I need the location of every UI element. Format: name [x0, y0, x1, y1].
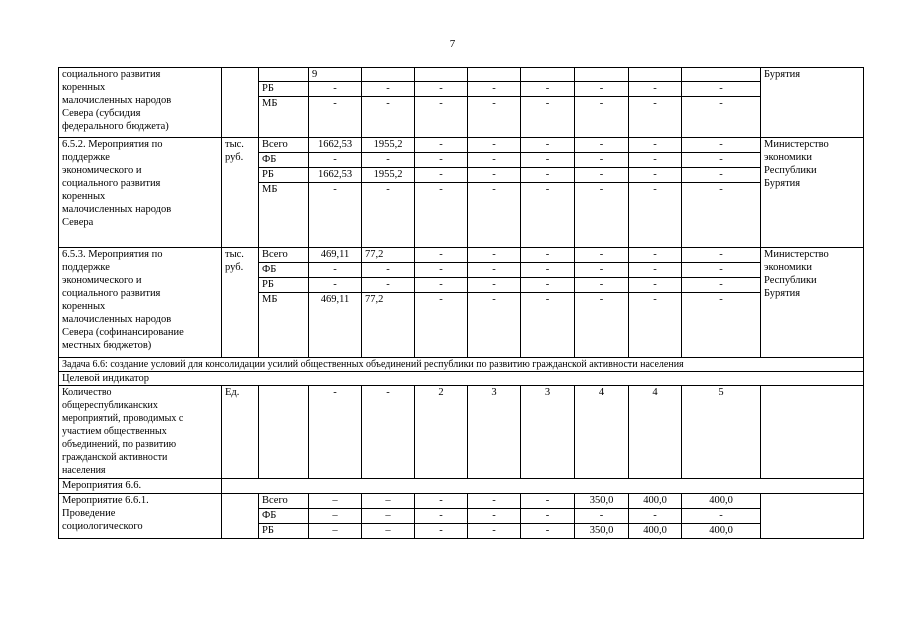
- value-cell: -: [575, 263, 629, 278]
- value-cell: –: [309, 494, 362, 509]
- unit-cell: Ед.: [222, 386, 259, 479]
- value-cell: –: [309, 509, 362, 524]
- table-row: [59, 68, 864, 82]
- value-cell: -: [415, 138, 468, 153]
- target-indicator-heading: Целевой индикатор: [59, 372, 864, 386]
- source-cell: МБ: [259, 293, 309, 358]
- value-cell: -: [468, 183, 521, 248]
- value-cell: -: [309, 263, 362, 278]
- value-cell: 1955,2: [362, 138, 415, 153]
- measure-name: социального развития коренных малочисленных народов Севера (субсидия федерального бюджета): [59, 68, 222, 138]
- value-cell: -: [415, 153, 468, 168]
- source-cell: Всего: [259, 248, 309, 263]
- value-cell: -: [521, 509, 575, 524]
- unit-cell: тыс. руб.: [222, 138, 259, 248]
- value-cell: -: [629, 293, 682, 358]
- value-cell: -: [575, 183, 629, 248]
- source-cell: ФБ: [259, 509, 309, 524]
- value-cell: -: [468, 509, 521, 524]
- value-cell: -: [468, 248, 521, 263]
- value-cell: -: [468, 524, 521, 539]
- value-cell: 350,0: [575, 494, 629, 509]
- executor-cell: Бурятия: [761, 68, 864, 138]
- value-cell: -: [362, 97, 415, 138]
- value-cell: 4: [575, 386, 629, 479]
- value-cell: 77,2: [362, 248, 415, 263]
- source-cell: Всего: [259, 138, 309, 153]
- value-cell: -: [521, 138, 575, 153]
- value-cell: -: [362, 386, 415, 479]
- table-row: [59, 138, 864, 153]
- source-cell: МБ: [259, 183, 309, 248]
- value-cell: -: [629, 248, 682, 263]
- value-cell: -: [362, 153, 415, 168]
- value-cell: -: [468, 168, 521, 183]
- value-cell: -: [629, 278, 682, 293]
- measure-name: 6.5.3. Мероприятия по поддержке экономического и социального развития коренных малочисленных народов Севера (софинансирование местных бюджетов): [59, 248, 222, 358]
- value-cell: [629, 68, 682, 82]
- table-row: [59, 494, 864, 509]
- value-cell: 3: [521, 386, 575, 479]
- value-cell: -: [415, 97, 468, 138]
- value-cell: -: [468, 97, 521, 138]
- value-cell: 1662,53: [309, 168, 362, 183]
- value-cell: -: [468, 138, 521, 153]
- table-row: [59, 372, 864, 386]
- value-cell: -: [521, 524, 575, 539]
- value-cell: -: [415, 509, 468, 524]
- value-cell: -: [521, 183, 575, 248]
- source-cell: [259, 68, 309, 82]
- value-cell: 400,0: [629, 524, 682, 539]
- measure-name: Мероприятие 6.6.1. Проведение социологического: [59, 494, 222, 539]
- table-row: [59, 479, 864, 494]
- value-cell: -: [468, 494, 521, 509]
- value-cell: -: [521, 278, 575, 293]
- value-cell: -: [362, 82, 415, 97]
- program-table: [58, 67, 864, 539]
- value-cell: -: [521, 97, 575, 138]
- table-row: [59, 386, 864, 479]
- value-cell: [468, 68, 521, 82]
- value-cell: -: [575, 293, 629, 358]
- measures-heading-filler: [222, 479, 864, 494]
- unit-cell: [222, 68, 259, 138]
- value-cell: -: [521, 168, 575, 183]
- value-cell: -: [682, 82, 761, 97]
- executor-cell: [761, 494, 864, 539]
- value-cell: -: [682, 138, 761, 153]
- value-cell: -: [468, 293, 521, 358]
- value-cell: -: [468, 278, 521, 293]
- value-cell: -: [309, 386, 362, 479]
- value-cell: –: [362, 494, 415, 509]
- value-cell: -: [309, 278, 362, 293]
- value-cell: -: [415, 278, 468, 293]
- value-cell: -: [468, 82, 521, 97]
- task-heading: Задача 6.6: создание условий для консолидации усилий общественных объединений республики по развитию гражданской активности населения: [59, 358, 864, 372]
- unit-cell: [222, 494, 259, 539]
- value-cell: -: [362, 263, 415, 278]
- value-cell: -: [309, 82, 362, 97]
- value-cell: 5: [682, 386, 761, 479]
- value-cell: 9: [309, 68, 362, 82]
- value-cell: 350,0: [575, 524, 629, 539]
- unit-cell: тыс. руб.: [222, 248, 259, 358]
- value-cell: 77,2: [362, 293, 415, 358]
- value-cell: -: [629, 82, 682, 97]
- value-cell: 2: [415, 386, 468, 479]
- value-cell: -: [415, 293, 468, 358]
- value-cell: -: [468, 153, 521, 168]
- value-cell: -: [629, 168, 682, 183]
- value-cell: -: [468, 263, 521, 278]
- value-cell: -: [575, 509, 629, 524]
- value-cell: -: [415, 248, 468, 263]
- value-cell: -: [362, 278, 415, 293]
- value-cell: -: [682, 248, 761, 263]
- value-cell: -: [521, 293, 575, 358]
- value-cell: -: [415, 524, 468, 539]
- source-cell: Всего: [259, 494, 309, 509]
- value-cell: -: [629, 509, 682, 524]
- source-cell: РБ: [259, 82, 309, 97]
- executor-cell: [761, 386, 864, 479]
- value-cell: 400,0: [682, 524, 761, 539]
- value-cell: 1662,53: [309, 138, 362, 153]
- value-cell: -: [682, 168, 761, 183]
- value-cell: -: [629, 263, 682, 278]
- source-cell: [259, 386, 309, 479]
- value-cell: 400,0: [682, 494, 761, 509]
- value-cell: -: [629, 97, 682, 138]
- value-cell: -: [521, 494, 575, 509]
- value-cell: -: [521, 153, 575, 168]
- value-cell: –: [362, 524, 415, 539]
- value-cell: -: [575, 168, 629, 183]
- table-row: [59, 358, 864, 372]
- value-cell: -: [362, 183, 415, 248]
- value-cell: -: [521, 263, 575, 278]
- value-cell: -: [415, 494, 468, 509]
- indicator-name: Количество общереспубликанских мероприятий, проводимых с участием общественных объединений, по развитию гражданской активности населения: [59, 386, 222, 479]
- value-cell: -: [309, 97, 362, 138]
- value-cell: -: [415, 183, 468, 248]
- source-cell: РБ: [259, 278, 309, 293]
- value-cell: -: [415, 263, 468, 278]
- source-cell: МБ: [259, 97, 309, 138]
- value-cell: [362, 68, 415, 82]
- measures-heading: Мероприятия 6.6.: [59, 479, 222, 494]
- value-cell: -: [682, 293, 761, 358]
- value-cell: -: [629, 138, 682, 153]
- value-cell: -: [629, 183, 682, 248]
- value-cell: -: [629, 153, 682, 168]
- source-cell: РБ: [259, 168, 309, 183]
- value-cell: -: [575, 278, 629, 293]
- value-cell: -: [575, 97, 629, 138]
- value-cell: -: [682, 153, 761, 168]
- value-cell: -: [575, 138, 629, 153]
- value-cell: -: [521, 248, 575, 263]
- value-cell: -: [575, 153, 629, 168]
- value-cell: -: [682, 263, 761, 278]
- page-number: 7: [449, 38, 456, 50]
- value-cell: 1955,2: [362, 168, 415, 183]
- value-cell: -: [309, 183, 362, 248]
- value-cell: [521, 68, 575, 82]
- value-cell: 469,11: [309, 293, 362, 358]
- value-cell: -: [682, 509, 761, 524]
- value-cell: -: [682, 183, 761, 248]
- source-cell: РБ: [259, 524, 309, 539]
- value-cell: -: [415, 168, 468, 183]
- value-cell: –: [362, 509, 415, 524]
- value-cell: 400,0: [629, 494, 682, 509]
- executor-cell: Министерство экономики Республики Бурятия: [761, 138, 864, 248]
- value-cell: 4: [629, 386, 682, 479]
- value-cell: [415, 68, 468, 82]
- value-cell: -: [575, 82, 629, 97]
- value-cell: [575, 68, 629, 82]
- executor-cell: Министерство экономики Республики Бурятия: [761, 248, 864, 358]
- value-cell: [682, 68, 761, 82]
- table-row: [59, 248, 864, 263]
- value-cell: -: [682, 97, 761, 138]
- value-cell: -: [521, 82, 575, 97]
- source-cell: ФБ: [259, 263, 309, 278]
- value-cell: 469,11: [309, 248, 362, 263]
- source-cell: ФБ: [259, 153, 309, 168]
- measure-name: 6.5.2. Мероприятия по поддержке экономического и социального развития коренных малочисленных народов Севера: [59, 138, 222, 248]
- value-cell: -: [682, 278, 761, 293]
- value-cell: -: [575, 248, 629, 263]
- value-cell: 3: [468, 386, 521, 479]
- value-cell: -: [309, 153, 362, 168]
- value-cell: -: [415, 82, 468, 97]
- value-cell: –: [309, 524, 362, 539]
